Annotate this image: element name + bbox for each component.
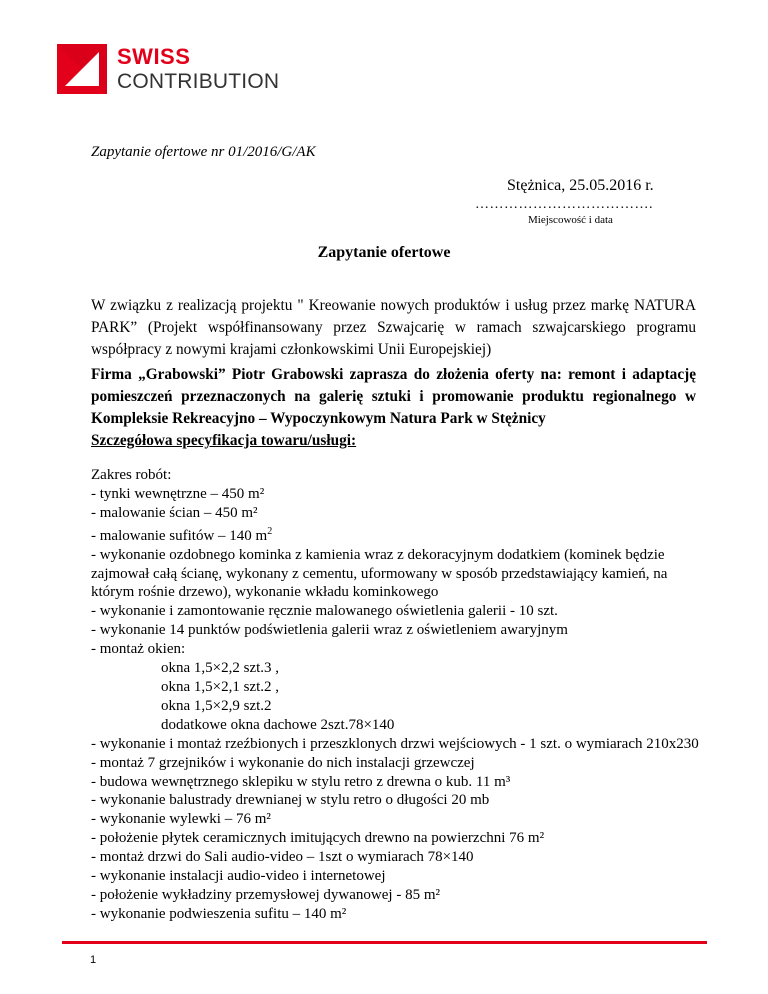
window-item: dodatkowe okna dachowe 2szt.78×140 xyxy=(161,716,395,733)
window-item: okna 1,5×2,1 szt.2 , xyxy=(161,678,280,695)
document-title: Zapytanie ofertowe xyxy=(317,244,451,261)
list-item: - wykonanie instalacji audio-video i internetowej xyxy=(91,868,386,885)
list-item: - wykonanie balustrady drewnianej w stylu retro o długości 20 mb xyxy=(91,792,490,809)
scope-heading: Zakres robót: xyxy=(91,467,172,483)
list-item: - wykonanie podwieszenia sufitu – 140 m² xyxy=(91,905,347,922)
page-number: 1 xyxy=(90,954,97,966)
logo-contribution-text: CONTRIBUTION xyxy=(117,70,280,93)
list-item xyxy=(91,523,701,546)
list-item: - montaż okien: xyxy=(91,641,186,658)
reference-number: Zapytanie ofertowe nr 01/2016/G/AK xyxy=(91,144,316,160)
scope-of-works xyxy=(91,466,701,924)
list-item: - montaż drzwi do Sali audio-video – 1szt o wymiarach 78×140 xyxy=(91,849,474,866)
signature-dots: ………………………………. xyxy=(475,197,653,212)
place-and-date: Stężnica, 25.05.2016 r. xyxy=(507,177,654,194)
place-date-label: Miejscowość i data xyxy=(528,214,613,226)
window-item: okna 1,5×2,9 szt.2 xyxy=(161,697,272,714)
list-item: - budowa wewnętrznego sklepiku w stylu retro z drewna o kub. 11 m³ xyxy=(91,773,511,790)
specification-heading: Szczegółowa specyfikacja towaru/usługi: xyxy=(91,432,357,449)
window-item: okna 1,5×2,2 szt.3 , xyxy=(161,660,280,677)
list-item: - malowanie ścian – 450 m² xyxy=(91,504,258,521)
list-item: - położenie płytek ceramicznych imitujących drewno na powierzchni 76 m² xyxy=(91,830,545,847)
list-item-text: - malowanie sufitów – 140 m xyxy=(91,527,268,544)
list-item: - wykonanie 14 punktów podświetlenia galerii wraz z oświetleniem awaryjnym xyxy=(91,622,568,639)
list-item: - montaż 7 grzejników i wykonanie do nich instalacji grzewczej xyxy=(91,754,475,771)
logo-swiss-text: SWISS xyxy=(117,44,191,69)
list-item: - tynki wewnętrzne – 450 m² xyxy=(91,485,265,502)
intro-paragraph: W związku z realizacją projektu " Kreowanie nowych produktów i usług przez markę NATURA PARK” (Projekt współfinansowany przez Szwajcarię w ramach szwajcarskiego programu współpracy z nowymi krajami członkowskimi Unii Europejskiej) xyxy=(91,297,696,358)
list-item: - położenie wykładziny przemysłowej dywanowej - 85 m² xyxy=(91,886,440,903)
list-item: - wykonanie i zamontowanie ręcznie malowanego oświetlenia galerii - 10 szt. xyxy=(91,603,558,620)
list-item: - wykonanie wylewki – 76 m² xyxy=(91,811,271,828)
firm-invitation-paragraph: Firma „Grabowski” Piotr Grabowski zaprasza do złożenia oferty na: remont i adaptację pomieszczeń przeznaczonych na galerię sztuki i promowanie produktu regionalnego w Kompleksie Rekreacyjno – Wypoczynkowym Natura Park w Stężnicy xyxy=(91,366,696,427)
superscript: 2 xyxy=(267,525,273,537)
swiss-contribution-logo xyxy=(57,44,279,94)
footer-divider xyxy=(62,941,707,944)
list-item: - wykonanie ozdobnego kominka z kamienia wraz z dekoracyjnym dodatkiem (kominek będzie zajmował całą ścianę, wykonany z cementu, uformowany w sposób przedstawiający kamień, na którym rośnie drzewo), wykonanie wkładu kominkowego xyxy=(91,546,668,601)
list-item: - wykonanie i montaż rzeźbionych i przeszklonych drzwi wejściowych - 1 szt. o wymiarach 210x230 xyxy=(91,735,699,752)
logo-cross-icon xyxy=(57,44,107,94)
